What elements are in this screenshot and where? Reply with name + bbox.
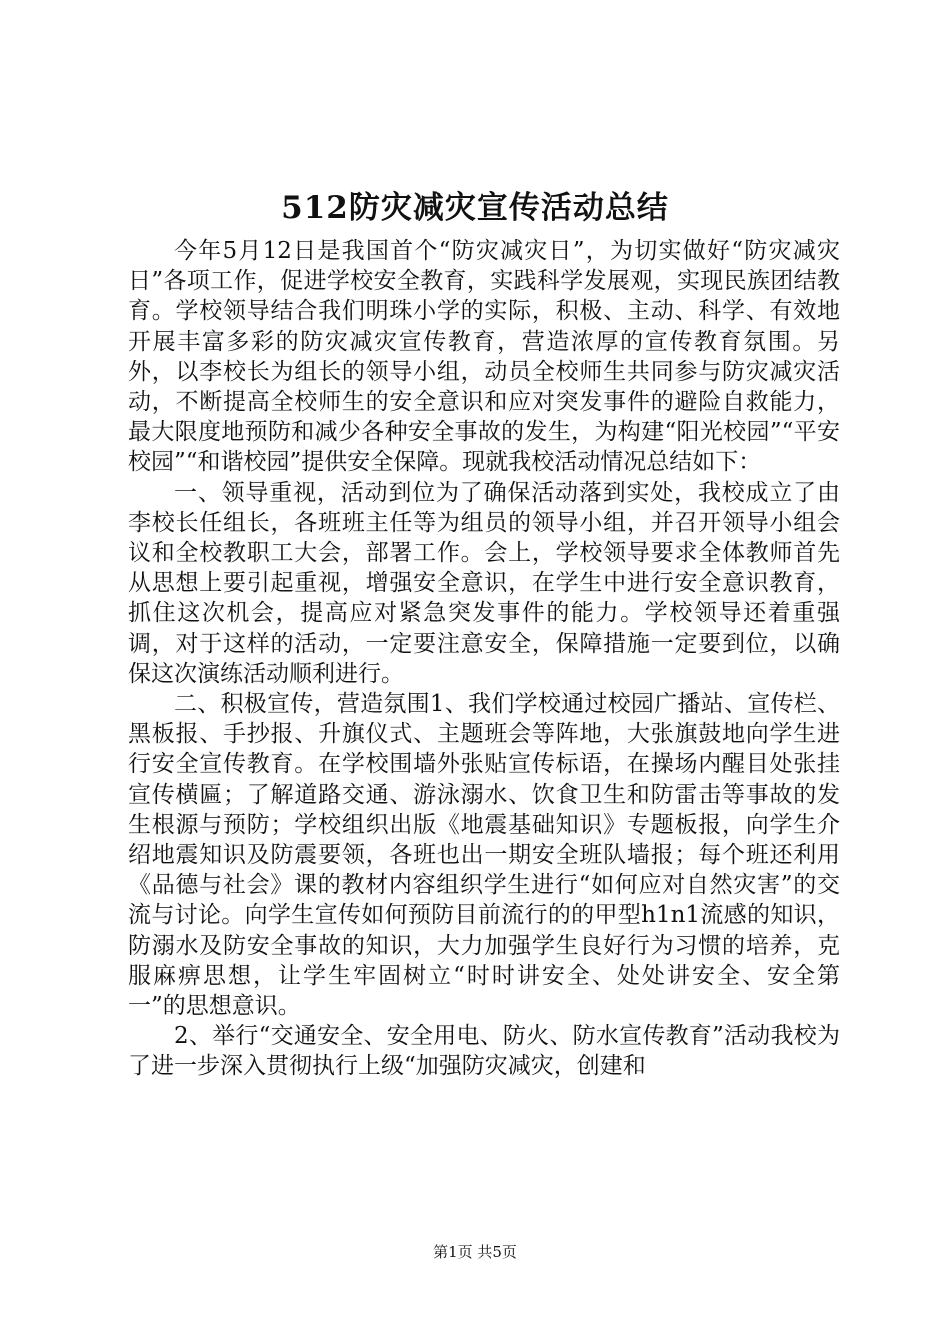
page-footer: 第1页 共5页 — [433, 1243, 517, 1261]
paragraph-section-2: 二、积极宣传，营造氛围1、我们学校通过校园广播站、宣传栏、黑板报、手抄报、升旗仪式、主题班会等阵地，大张旗鼓地向学生进行安全宣传教育。在学校围墙外张贴宣传标语，在操场内醒目处张挂宣传横匾；了解道路交通、游泳溺水、饮食卫生和防雷击等事故的发生根源与预防；学校组织出版《地震基础知识》专题板报，向学生介绍地震知识及防震要领，各班也出一期安全班队墙报；每个班还利用《品德与社会》课的教材内容组织学生进行“如何应对自然灾害”的交流与讨论。向学生宣传如何预防目前流行的的甲型h1n1流感的知识，防溺水及防安全事故的知识，大力加强学生良好行为习惯的培养，克服麻痹思想，让学生牢固树立“时时讲安全、处处讲安全、安全第一”的思想意识。 — [128, 691, 840, 1020]
paragraph-section-2-item-2: 2、举行“交通安全、安全用电、防火、防水宣传教育”活动我校为了进一步深入贯彻执行上级“加强防灾减灾，创建和 — [128, 1023, 840, 1080]
document-body — [128, 236, 840, 1082]
document-title: 512防灾减灾宣传活动总结 — [281, 190, 669, 226]
paragraph-section-1: 一、领导重视，活动到位为了确保活动落到实处，我校成立了由李校长任组长，各班班主任等为组员的领导小组，并召开领导小组会议和全校教职工大会，部署工作。会上，学校领导要求全体教师首先从思想上要引起重视，增强安全意识，在学生中进行安全意识教育，抓住这次机会，提高应对紧急突发事件的能力。学校领导还着重强调，对于这样的活动，一定要注意安全，保障措施一定要到位，以确保这次演练活动顺利进行。 — [128, 479, 840, 687]
paragraph-intro: 今年5月12日是我国首个“防灾减灾日”，为切实做好“防灾减灾日”各项工作，促进学校安全教育，实践科学发展观，实现民族团结教育。学校领导结合我们明珠小学的实际，积极、主动、科学、有效地开展丰富多彩的防灾减灾宣传教育，营造浓厚的宣传教育氛围。另外，以李校长为组长的领导小组，动员全校师生共同参与防灾减灾活动，不断提高全校师生的安全意识和应对突发事件的避险自救能力，最大限度地预防和减少各种安全事故的发生，为构建“阳光校园”“平安校园”“和谐校园”提供安全保障。现就我校活动情况总结如下： — [128, 238, 840, 476]
